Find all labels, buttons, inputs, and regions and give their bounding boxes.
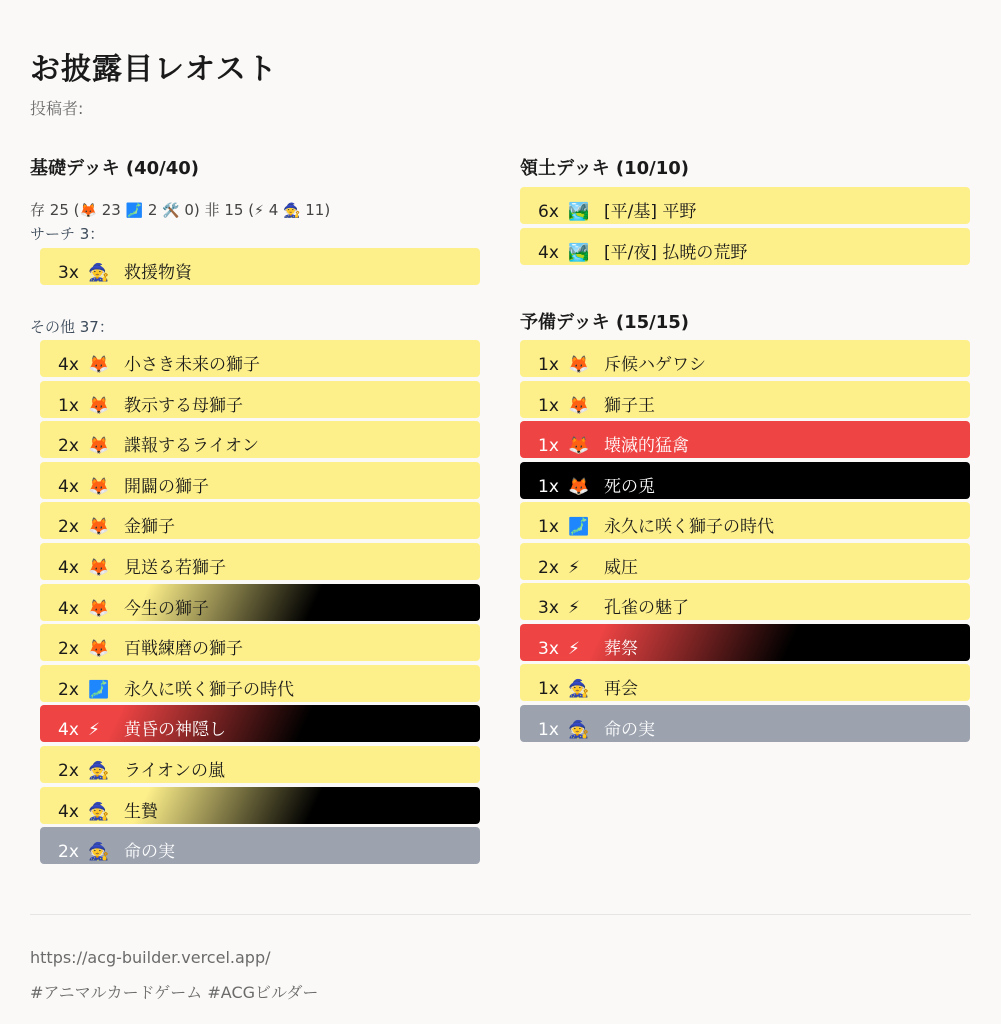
mage-icon: 🧙 [568, 679, 590, 699]
card-row[interactable] [520, 228, 970, 265]
card-quantity: 1x [538, 355, 559, 375]
card-quantity: 3x [538, 598, 559, 618]
group-label-search: サーチ 3： [30, 225, 105, 243]
card-name: 開闢の獅子 [124, 476, 209, 497]
base-deck-summary: 存 25 (🦊 23 🗾 2 🛠️ 0) 非 15 (⚡ 4 🧙 11) [30, 201, 331, 219]
card-row[interactable] [520, 583, 970, 620]
map-count: 2 [147, 201, 158, 219]
card-row[interactable] [520, 502, 970, 539]
landscape-icon: 🏞️ [568, 242, 590, 263]
reserve-deck-title: 予備デッキ (15/15) [520, 312, 690, 333]
lightning-icon: ⚡ [254, 203, 264, 219]
card-row[interactable] [40, 421, 480, 458]
card-row[interactable] [40, 381, 480, 418]
card-quantity: 1x [538, 476, 559, 497]
mage-icon: 🧙 [283, 203, 301, 219]
lightning-icon: ⚡ [88, 720, 100, 741]
card-row[interactable] [520, 624, 970, 661]
card-row[interactable] [40, 584, 480, 621]
card-quantity: 2x [58, 842, 79, 863]
card-quantity: 2x [58, 761, 79, 781]
card-name: 命の実 [604, 719, 655, 740]
fox-icon: 🦊 [88, 558, 110, 578]
fox-count: 23 [101, 201, 121, 219]
footer-url[interactable]: https://acg-builder.vercel.app/ [30, 948, 271, 967]
mage-icon: 🧙 [88, 801, 110, 822]
card-quantity: 3x [58, 263, 79, 283]
card-quantity: 1x [538, 436, 559, 456]
fox-icon: 🦊 [88, 517, 110, 538]
card-row[interactable] [520, 421, 970, 458]
fox-icon: 🦊 [88, 639, 110, 660]
non-label: 非 [204, 201, 220, 219]
card-quantity: 1x [538, 517, 559, 537]
card-name: 見送る若獅子 [124, 558, 226, 578]
card-name: 斥候ハゲワシ [604, 355, 706, 375]
card-name: 救援物資 [124, 263, 192, 283]
card-quantity: 2x [58, 639, 79, 660]
card-quantity: 4x [538, 242, 559, 263]
lightning-icon: ⚡ [568, 557, 580, 578]
card-row[interactable] [40, 248, 480, 285]
card-quantity: 1x [538, 719, 559, 740]
card-quantity: 2x [58, 436, 79, 457]
card-name: [平/基] 平野 [604, 202, 697, 222]
card-row[interactable] [40, 340, 480, 377]
card-name: 孔雀の魅了 [604, 598, 689, 618]
page-title: お披露目レオスト [30, 52, 278, 87]
card-row[interactable] [40, 746, 480, 783]
mage-icon: 🧙 [88, 842, 110, 863]
map-icon: 🗾 [125, 203, 144, 219]
fox-icon: 🦊 [79, 203, 97, 219]
card-name: ライオンの嵐 [124, 761, 225, 781]
mage-count: 11 [305, 201, 325, 219]
map-icon: 🗾 [568, 517, 590, 537]
lightning-count: 4 [268, 201, 279, 219]
card-quantity: 1x [58, 395, 79, 416]
mage-icon: 🧙 [88, 263, 110, 283]
mage-icon: 🧙 [568, 719, 590, 740]
landscape-icon: 🏞️ [568, 202, 590, 222]
card-quantity: 2x [58, 679, 79, 700]
non-count: 15 [224, 201, 244, 219]
card-quantity: 4x [58, 355, 79, 375]
fox-icon: 🦊 [88, 355, 110, 375]
fox-icon: 🦊 [88, 395, 110, 416]
card-quantity: 1x [538, 395, 559, 416]
card-row[interactable] [520, 381, 970, 418]
card-row[interactable] [40, 624, 480, 661]
card-quantity: 2x [58, 517, 79, 538]
card-row[interactable] [520, 462, 970, 499]
base-deck-title: 基礎デッキ (40/40) [30, 158, 200, 179]
card-row[interactable] [40, 827, 480, 864]
card-quantity: 1x [538, 679, 559, 699]
card-quantity: 2x [538, 557, 559, 578]
map-icon: 🗾 [88, 679, 110, 700]
existing-count: 25 [49, 201, 69, 219]
card-name: 金獅子 [124, 517, 175, 538]
card-name: 葬祭 [604, 638, 638, 659]
card-name: 再会 [604, 679, 638, 699]
card-name: [平/夜] 払暁の荒野 [604, 242, 748, 263]
card-row[interactable] [40, 462, 480, 499]
card-name: 獅子王 [604, 395, 655, 416]
fox-icon: 🦊 [568, 476, 590, 497]
territory-deck-title: 領土デッキ (10/10) [520, 158, 690, 179]
footer-divider [30, 914, 971, 915]
fox-icon: 🦊 [568, 436, 590, 456]
card-row[interactable] [40, 705, 480, 742]
card-row[interactable] [40, 543, 480, 580]
card-quantity: 4x [58, 598, 79, 619]
card-name: 百戦練磨の獅子 [124, 639, 243, 660]
tools-icon: 🛠️ [162, 203, 180, 219]
tools-count: 0 [184, 201, 194, 219]
footer-tags: #アニマルカードゲーム #ACGビルダー [30, 983, 319, 1002]
fox-icon: 🦊 [568, 395, 590, 416]
fox-icon: 🦊 [568, 355, 590, 375]
card-name: 小さき未来の獅子 [124, 355, 260, 375]
card-quantity: 6x [538, 202, 559, 222]
card-name: 死の兎 [604, 476, 655, 497]
fox-icon: 🦊 [88, 436, 110, 457]
card-name: 永久に咲く獅子の時代 [124, 679, 294, 700]
card-row[interactable] [520, 664, 970, 701]
card-name: 今生の獅子 [124, 598, 209, 619]
card-row[interactable] [520, 543, 970, 580]
card-name: 壊滅的猛禽 [604, 436, 689, 456]
poster-label: 投稿者: [30, 99, 84, 118]
card-row[interactable] [520, 187, 970, 224]
card-name: 黄昏の神隠し [124, 720, 226, 741]
card-row[interactable] [40, 502, 480, 539]
existing-label: 存 [30, 201, 46, 219]
card-quantity: 4x [58, 720, 79, 741]
card-quantity: 4x [58, 801, 79, 822]
card-quantity: 3x [538, 638, 559, 659]
card-name: 教示する母獅子 [124, 395, 243, 416]
group-label-other: その他 37： [30, 318, 114, 336]
card-row[interactable] [520, 705, 970, 742]
card-quantity: 4x [58, 558, 79, 578]
card-row[interactable] [520, 340, 970, 377]
lightning-icon: ⚡ [568, 638, 580, 659]
fox-icon: 🦊 [88, 598, 110, 619]
card-name: 諜報するライオン [124, 436, 259, 457]
fox-icon: 🦊 [88, 476, 110, 497]
lightning-icon: ⚡ [568, 598, 580, 618]
card-name: 威圧 [604, 557, 638, 578]
card-name: 生贄 [124, 801, 158, 822]
card-row[interactable] [40, 787, 480, 824]
card-quantity: 4x [58, 476, 79, 497]
card-row[interactable] [40, 665, 480, 702]
card-name: 命の実 [124, 842, 175, 863]
card-name: 永久に咲く獅子の時代 [604, 517, 774, 537]
mage-icon: 🧙 [88, 761, 110, 781]
